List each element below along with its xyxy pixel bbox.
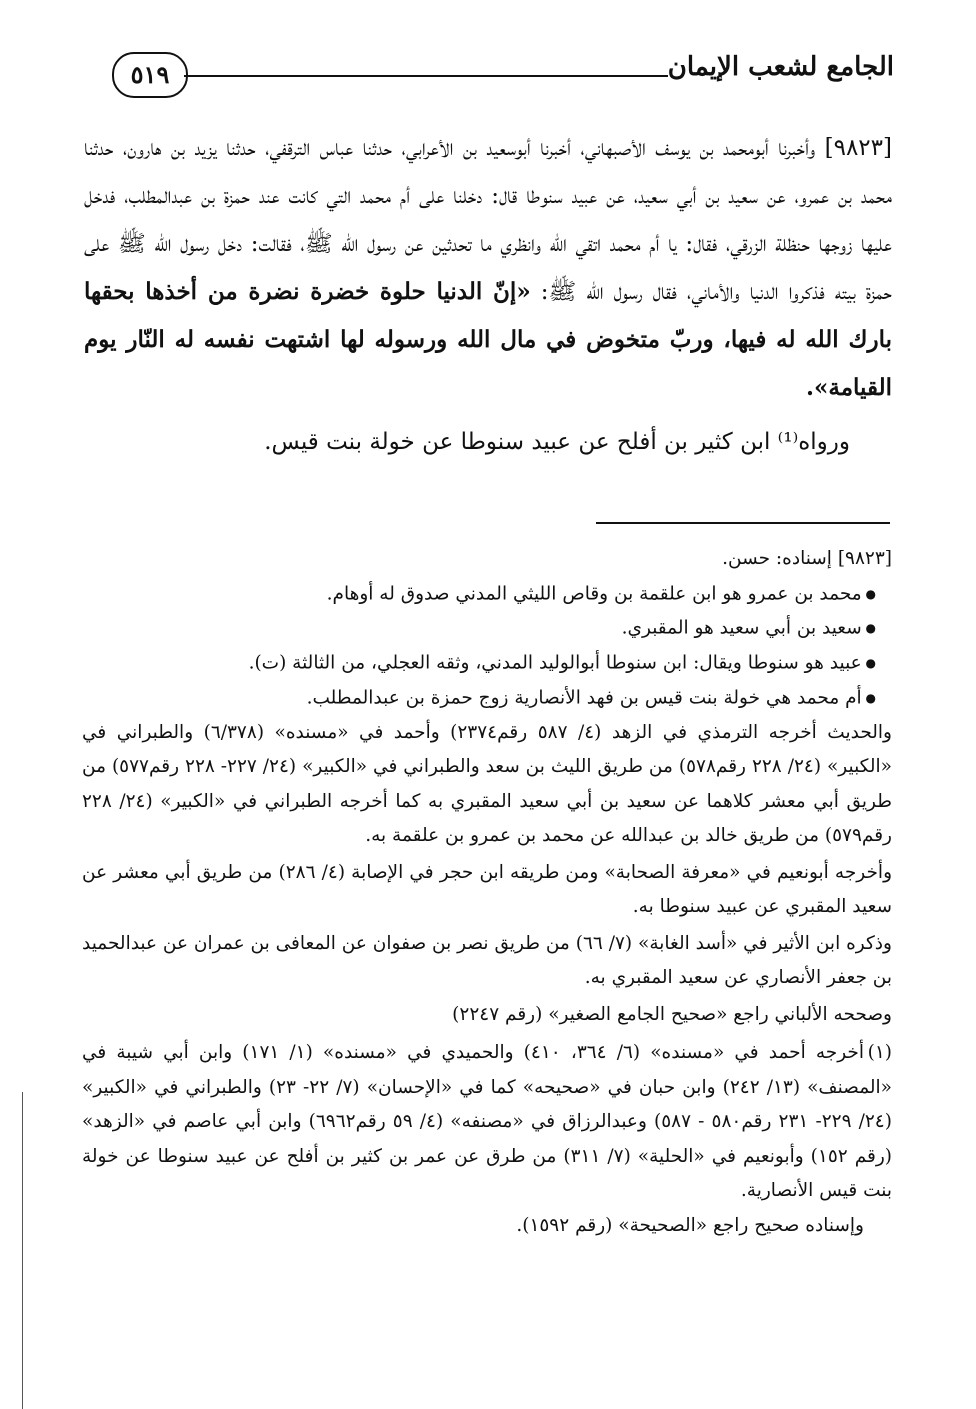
ibn-athir-paragraph: وذكره ابن الأثير في «أسد الغابة» (٧/ ٦٦) من طريق نصر بن صفوان عن المعافى بن عمران عن عبدالحميد بن جعفر الأنصاري عن سعيد المقبري به. xyxy=(82,932,892,988)
albani-paragraph: وصححه الألباني راجع «صحيح الجامع الصغير» (رقم ٢٢٤٧) xyxy=(452,1003,892,1025)
abu-nuaym-paragraph: وأخرجه أبونعيم في «معرفة الصحابة» ومن طريقه ابن حجر في الإصابة (٤/ ٢٨٦) من طريق أبي معشر عن سعيد المقبري عن عبيد سنوطا به. xyxy=(82,861,892,917)
hadith-paragraph xyxy=(84,124,892,412)
narrator-note: ● عبيد هو سنوطا ويقال: ابن سنوطا أبوالوليد المدني، وثقه العجلي، من الثالثة (ت). xyxy=(82,646,876,681)
narrator-note: ● سعيد بن أبي سعيد هو المقبري. xyxy=(82,611,876,646)
narration-chain: [٩٨٢٣] وأخبرنا أبومحمد بن يوسف الأصبهاني، أخبرنا أبوسعيد بن الأعرابي، حدثنا عباس الترقفي، حدثنا يزيد بن هارون، حدثنا محمد بن عمرو، عن سعيد بن أبي سعيد، عن عبيد سنوطا قال: دخلنا على أم محمد التي كانت عند حمزة بن عبدالمطلب، فدخل عليها زوجها حنظلة الزرقي، فقال: يا أم محمد اتقي الله وانظري ما تحدثين عن رسول الله ﷺ، فقالت: دخل رسول الله ﷺ على حمزة بيته فذكروا الدنيا والأماني، فقال رسول الله ﷺ: xyxy=(84,135,893,305)
footnote-1-label: (١) xyxy=(867,1042,892,1063)
page-header xyxy=(112,44,894,108)
header-rule xyxy=(184,75,668,77)
isnad-grade: [٩٨٢٣] إسناده: حسن. xyxy=(722,548,892,569)
hadith-text: «إنّ الدنيا حلوة خضرة نضرة من أخذها بحقها بارك الله له فيها، وربّ متخوض في مال الله ورسوله لها اشتهت نفسه له النّار يوم القيامة». xyxy=(84,278,892,401)
narrator-note: ● محمد بن عمرو هو ابن علقمة بن وقاص الليثي المدني صدوق له أوهام. xyxy=(82,577,876,612)
running-title: الجامع لشعب الإيمان xyxy=(667,52,894,82)
narrator-note: ● أم محمد هي خولة بنت قيس بن فهد الأنصارية زوج حمزة بن عبدالمطلب. xyxy=(82,681,876,716)
page-number: ٥١٩ xyxy=(112,52,188,98)
footnotes xyxy=(82,542,892,1243)
footnote-1-text: أخرجه أحمد في «مسنده» (٦/ ٣٦٤، ٤١٠) والحميدي في «مسنده» (١/ ١٧١) وابن أبي شيبة في «المصنف» (١٣/ ٢٤٢) وابن حبان في «صحيحه» كما في «الإحسان» (٧/ ٢٢- ٢٣) والطبراني في «الكبير» (٢٤/ ٢٢٩- ٢٣١ رقم٥٨٠ - ٥٨٧) وعبدالرزاق في «مصنفه» (٤/ ٥٩ رقم٦٩٦٢) وابن أبي عاصم في «الزهد» (رقم ١٥٢) وأبونعيم في «الحلية» (٧/ ٣١١) من طرق عن عمر بن كثير بن أفلح عن عبيد سنوطا عن خولة بنت قيس الأنصارية. xyxy=(82,1042,892,1201)
scan-edge-line xyxy=(22,1092,23,1409)
transmission-note: ورواه⁽¹⁾ ابن كثير بن أفلح عن عبيد سنوطا عن خولة بنت قيس. xyxy=(264,429,850,455)
footnote-1 xyxy=(82,1036,892,1209)
narrator-list xyxy=(82,577,892,716)
footnote-separator xyxy=(596,522,890,524)
footnote-1-grade: وإسناده صحيح راجع «الصحيحة» (رقم ١٥٩٢). xyxy=(516,1214,864,1236)
main-text xyxy=(84,124,892,466)
takhrij-paragraph: والحديث أخرجه الترمذي في الزهد (٤/ ٥٨٧ رقم٢٣٧٤) وأحمد في «مسنده» (٦/٣٧٨) والطبراني في «الكبير» (٢٤/ ٢٢٨ رقم٥٧٨) من طريق الليث بن سعد والطبراني في «الكبير» (٢٤/ ٢٢٧- ٢٢٨ رقم٥٧٧) من طريق أبي معشر كلاهما عن سعيد بن أبي سعيد المقبري به كما أخرجه الطبراني في «الكبير» (٢٤/ ٢٢٨ رقم٥٧٩) من طريق خالد بن عبدالله عن محمد بن عمرو بن علقمة به. xyxy=(82,721,892,846)
